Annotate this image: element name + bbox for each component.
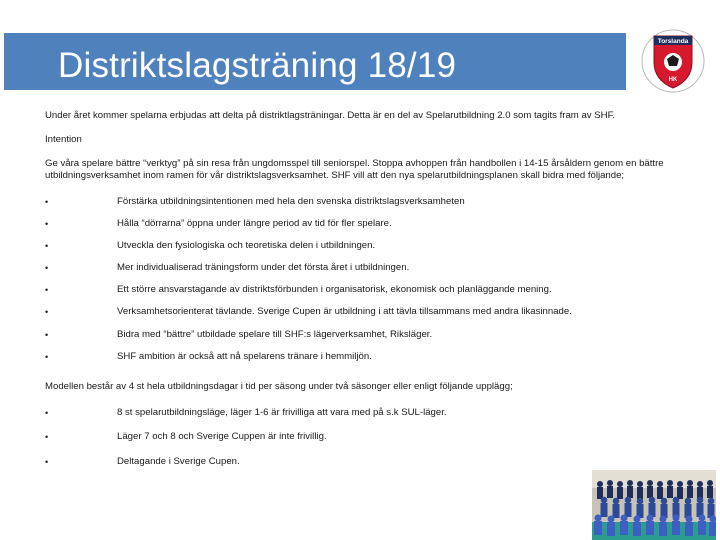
list-item xyxy=(45,218,685,230)
list-item-text: Hålla “dörrarna” öppna under längre period av tid för fler spelare. xyxy=(117,218,392,230)
list-item-text: Mer individualiserad träningsform under det första året i utbildningen. xyxy=(117,262,410,274)
slide-title: Distriktslagsträning 18/19 xyxy=(58,46,457,85)
section-heading: Intention xyxy=(45,134,82,145)
list-item-text: Utveckla den fysiologiska och teoretiska delen i utbildningen. xyxy=(117,240,376,252)
list-item-text: Läger 7 och 8 och Sverige Cuppen är inte frivillig. xyxy=(117,431,327,443)
list-item xyxy=(45,407,685,419)
bullet-icon: • xyxy=(45,263,49,274)
list-item xyxy=(45,196,685,208)
logo-text-top: Torslanda xyxy=(657,38,689,45)
bullet-icon: • xyxy=(45,456,49,467)
list-item-text: Deltagande i Sverige Cupen. xyxy=(117,455,240,467)
bullet-icon: • xyxy=(45,219,49,230)
bullet-icon: • xyxy=(45,307,49,318)
model-text: Modellen består av 4 st hela utbildningsdagar i tid per säsong under två säsonger eller enligt följande upplägg; xyxy=(45,380,513,392)
logo-text-bottom: HK xyxy=(668,77,678,83)
bullet-icon: • xyxy=(45,329,49,340)
list-item-text: 8 st spelarutbildningsläge, läger 1-6 är frivilliga att vara med på s.k SUL-läger. xyxy=(117,406,447,418)
bullet-icon: • xyxy=(45,407,49,418)
model-list xyxy=(45,407,685,468)
list-item xyxy=(45,240,685,252)
bullet-icon: • xyxy=(45,432,49,443)
list-item xyxy=(45,351,685,363)
intro-text: Under året kommer spelarna erbjudas att delta på distriktlagsträningar. Detta är en del av Spelarutbildning 2.0 som tagits fram av SHF. xyxy=(45,110,616,121)
bullet-icon: • xyxy=(45,285,49,296)
goals-list xyxy=(45,196,685,363)
team-photo xyxy=(592,470,716,540)
list-item xyxy=(45,262,685,274)
slide-body xyxy=(45,110,685,480)
list-item xyxy=(45,431,685,443)
bullet-icon: • xyxy=(45,241,49,252)
list-item-text: Verksamhetsorienterat tävlande. Sverige Cupen är utbildning i att tävla tillsammans med andra likasinnade. xyxy=(117,306,572,318)
list-item xyxy=(45,456,685,468)
list-item-text: Bidra med “bättre” utbildade spelare till SHF:s lägerverksamhet, Riksläger. xyxy=(117,328,433,340)
list-item xyxy=(45,284,685,296)
list-item xyxy=(45,306,685,318)
list-item-text: Förstärka utbildningsintentionen med hela den svenska distriktslagsverksamheten xyxy=(117,196,465,207)
list-item-text: Ett större ansvarstagande av distriktsförbunden i organisatorisk, ekonomisk och planläggande mening. xyxy=(117,284,552,296)
list-item-text: SHF ambition är också att nå spelarens tränare i hemmiljön. xyxy=(117,350,372,362)
bullet-icon: • xyxy=(45,351,49,362)
list-item xyxy=(45,329,685,341)
intention-text: Ge våra spelare bättre “verktyg” på sin resa från ungdomsspel till seniorspel. Stoppa avhoppen från handbollen i 14-15 årsåldern genom en bättre utbildningsverksamhet inom ramen för vår distriktslagsverksamhet. SHF vill att den nya spelarutbildningsplanen skall bidra med följande; xyxy=(45,158,664,181)
bullet-icon: • xyxy=(45,197,49,207)
club-logo xyxy=(640,28,706,94)
